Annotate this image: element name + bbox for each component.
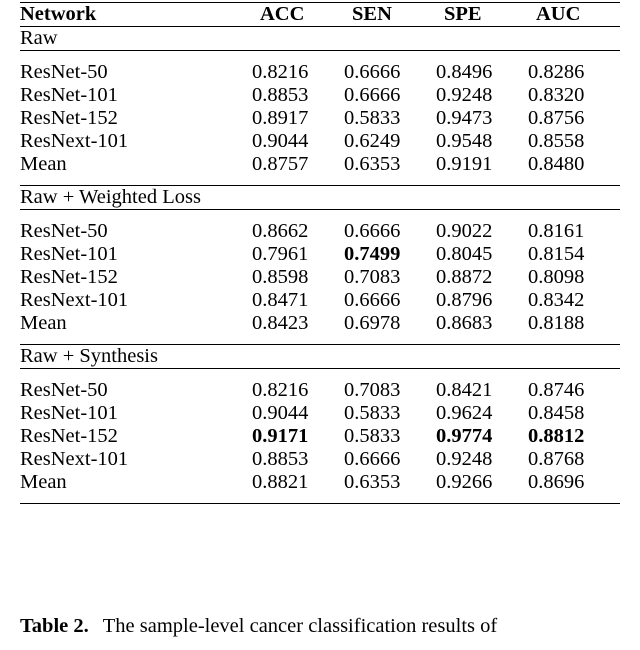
cell-acc: 0.9171 — [252, 425, 309, 447]
section-header-row — [20, 186, 620, 210]
cell-acc: 0.8216 — [252, 379, 309, 401]
cell-auc: 0.8812 — [528, 425, 585, 447]
column-header-auc: AUC — [528, 3, 620, 27]
cell-network: ResNext-101 — [20, 448, 129, 470]
cell-sen: 0.7083 — [344, 266, 401, 288]
cell-acc: 0.8821 — [252, 471, 344, 504]
cell-acc: 0.8853 — [252, 84, 309, 106]
cell-auc: 0.8098 — [528, 266, 585, 288]
cell-sen: 0.7499 — [344, 243, 401, 265]
cell-network: ResNet-101 — [20, 402, 118, 424]
cell-sen: 0.6978 — [344, 312, 401, 334]
cell-network: ResNet-152 — [20, 425, 118, 447]
cell-acc: 0.8853 — [252, 448, 309, 470]
results-table — [20, 2, 620, 504]
table-row — [20, 84, 620, 107]
cell-network: ResNet-152 — [20, 266, 118, 288]
cell-acc: 0.9044 — [252, 402, 309, 424]
table-row — [20, 425, 620, 448]
table-page — [0, 2, 640, 650]
cell-sen: 0.6666 — [344, 84, 401, 106]
cell-auc: 0.8558 — [528, 130, 585, 152]
cell-sen: 0.5833 — [344, 425, 401, 447]
table-row — [20, 448, 620, 471]
table-row — [20, 312, 620, 345]
cell-network: ResNext-101 — [20, 130, 129, 152]
cell-auc: 0.8458 — [528, 402, 585, 424]
cell-spe: 0.9548 — [436, 130, 493, 152]
cell-sen: 0.7083 — [344, 379, 401, 401]
cell-auc: 0.8480 — [528, 153, 585, 175]
cell-spe: 0.9266 — [436, 471, 528, 504]
cell-spe: 0.9248 — [436, 84, 493, 106]
cell-sen: 0.6353 — [344, 153, 401, 175]
cell-acc: 0.8471 — [252, 289, 309, 311]
section-title: Raw + Synthesis — [20, 345, 620, 369]
cell-acc: 0.8423 — [252, 312, 309, 334]
cell-spe: 0.8796 — [436, 289, 493, 311]
cell-auc: 0.8696 — [528, 471, 620, 504]
table-header-row — [20, 3, 620, 27]
table-body — [20, 27, 620, 504]
table-row — [20, 130, 620, 153]
cell-network: ResNext-101 — [20, 289, 129, 311]
cell-acc: 0.7961 — [252, 243, 309, 265]
cell-acc: 0.8917 — [252, 107, 309, 129]
table-row — [20, 289, 620, 312]
cell-spe: 0.9191 — [436, 153, 493, 175]
table-row — [20, 51, 620, 85]
table-row — [20, 471, 620, 504]
cell-spe: 0.8045 — [436, 243, 493, 265]
section-title: Raw — [20, 27, 620, 51]
cell-auc: 0.8756 — [528, 107, 585, 129]
cell-acc: 0.8662 — [252, 220, 309, 242]
table-row — [20, 369, 620, 403]
table-row — [20, 243, 620, 266]
cell-spe: 0.8872 — [436, 266, 493, 288]
cell-network: ResNet-101 — [20, 243, 118, 265]
table-row — [20, 153, 620, 186]
table-row — [20, 210, 620, 244]
section-header-row — [20, 345, 620, 369]
table-row — [20, 402, 620, 425]
cell-sen: 0.6249 — [344, 130, 401, 152]
cell-network: ResNet-152 — [20, 107, 118, 129]
column-header-acc: ACC — [252, 3, 344, 27]
cell-spe: 0.8496 — [436, 61, 493, 83]
cell-network: ResNet-101 — [20, 84, 118, 106]
cell-acc: 0.9044 — [252, 130, 309, 152]
column-header-spe: SPE — [436, 3, 528, 27]
cell-auc: 0.8342 — [528, 289, 585, 311]
cell-acc: 0.8757 — [252, 153, 309, 175]
cell-spe: 0.9774 — [436, 425, 493, 447]
section-title: Raw + Weighted Loss — [20, 186, 620, 210]
cell-spe: 0.8421 — [436, 379, 493, 401]
column-header-network: Network — [20, 3, 252, 27]
cell-sen: 0.6353 — [344, 471, 436, 504]
cell-network: Mean — [20, 471, 252, 504]
cell-spe: 0.9624 — [436, 402, 493, 424]
cell-acc: 0.8216 — [252, 61, 309, 83]
cell-sen: 0.6666 — [344, 61, 401, 83]
caption-text: The sample-level cancer classification results of — [102, 615, 498, 637]
cell-network: Mean — [20, 312, 67, 334]
cell-network: ResNet-50 — [20, 220, 108, 242]
cell-auc: 0.8161 — [528, 220, 585, 242]
cell-sen: 0.6666 — [344, 289, 401, 311]
cell-auc: 0.8188 — [528, 312, 585, 334]
cell-network: Mean — [20, 153, 67, 175]
cell-spe: 0.9022 — [436, 220, 493, 242]
cell-spe: 0.9473 — [436, 107, 493, 129]
cell-sen: 0.6666 — [344, 448, 401, 470]
cell-spe: 0.9248 — [436, 448, 493, 470]
cell-spe: 0.8683 — [436, 312, 493, 334]
section-header-row — [20, 27, 620, 51]
table-row — [20, 266, 620, 289]
cell-auc: 0.8320 — [528, 84, 585, 106]
column-header-sen: SEN — [344, 3, 436, 27]
table-caption — [20, 614, 620, 640]
cell-network: ResNet-50 — [20, 61, 108, 83]
cell-auc: 0.8154 — [528, 243, 585, 265]
cell-acc: 0.8598 — [252, 266, 309, 288]
table-row — [20, 107, 620, 130]
caption-label: Table 2. — [20, 615, 89, 637]
cell-sen: 0.5833 — [344, 402, 401, 424]
cell-network: ResNet-50 — [20, 379, 108, 401]
cell-sen: 0.5833 — [344, 107, 401, 129]
cell-auc: 0.8768 — [528, 448, 585, 470]
cell-auc: 0.8286 — [528, 61, 585, 83]
cell-sen: 0.6666 — [344, 220, 401, 242]
cell-auc: 0.8746 — [528, 379, 585, 401]
